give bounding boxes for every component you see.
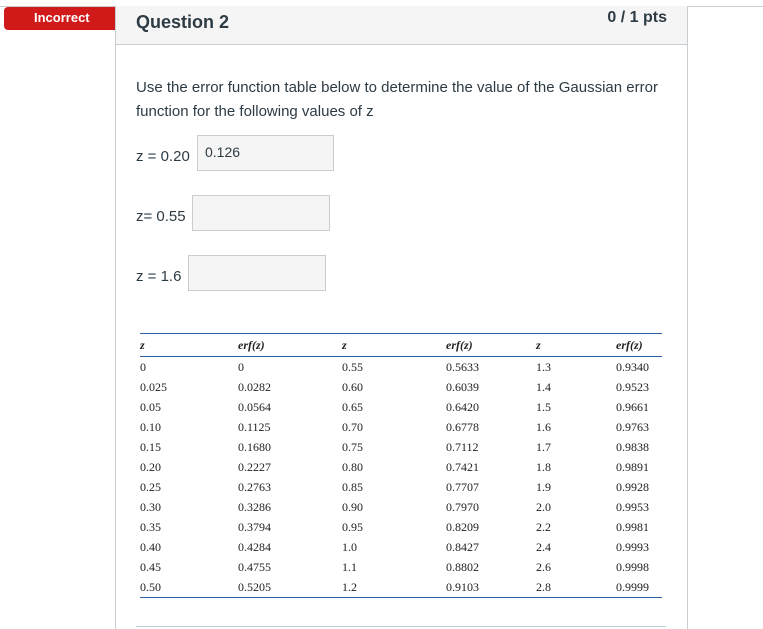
table-cell: 0.025 [140,379,167,394]
table-row [140,557,662,577]
status-badge: Incorrect [4,7,122,30]
table-cell: 0.30 [140,499,161,514]
table-cell: 2.0 [536,499,551,514]
table-cell: 1.4 [536,379,551,394]
table-cell: 1.5 [536,399,551,414]
z-label-1: z = 0.20 [136,148,190,165]
table-row [140,577,662,598]
header-erf-1: erf(z) [238,334,342,357]
question-text: Use the error function table below to determine the value of the Gaussian error function for the following values of z [136,79,658,120]
table-cell: 0.8427 [446,539,479,554]
table-cell: 1.7 [536,439,551,454]
table-cell: 0.1680 [238,439,271,454]
table-cell: 0.6420 [446,399,479,414]
table-cell: 0.7970 [446,499,479,514]
table-cell: 0.60 [342,379,363,394]
table-cell: 0.9928 [616,479,649,494]
table-cell: 0.9891 [616,459,649,474]
table-cell: 0.7112 [446,439,479,454]
table-cell: 0.9661 [616,399,649,414]
answer-input-1[interactable]: 0.126 [197,135,334,171]
table-cell: 0.2227 [238,459,271,474]
header-erf-2: erf(z) [446,334,536,357]
table-cell: 0.40 [140,539,161,554]
table-row [140,417,662,437]
table-cell: 1.1 [342,559,357,574]
table-cell: 0.4755 [238,559,271,574]
table-cell: 0.2763 [238,479,271,494]
header-erf-3: erf(z) [616,334,662,357]
table-cell: 0.9763 [616,419,649,434]
table-cell: 0.9340 [616,359,649,374]
z-label-2: z= 0.55 [136,208,186,225]
table-cell: 0.7707 [446,479,479,494]
answer-input-2[interactable] [192,195,330,231]
table-row [140,377,662,397]
table-cell: 0.9993 [616,539,649,554]
table-row [140,457,662,477]
table-cell: 1.9 [536,479,551,494]
erf-table [140,333,662,598]
table-cell: 0.9998 [616,559,649,574]
table-cell: 0.95 [342,519,363,534]
answer-input-3[interactable] [188,255,326,291]
table-cell: 0.75 [342,439,363,454]
table-cell: 1.6 [536,419,551,434]
table-row [140,357,662,378]
table-cell: 1.3 [536,359,551,374]
table-cell: 0.9953 [616,499,649,514]
table-cell: 0.85 [342,479,363,494]
table-cell: 2.4 [536,539,551,554]
table-row [140,397,662,417]
table-cell: 0.8209 [446,519,479,534]
table-row [140,537,662,557]
table-cell: 1.0 [342,539,357,554]
table-cell: 0.6039 [446,379,479,394]
table-cell: 2.6 [536,559,551,574]
table-cell: 0.8802 [446,559,479,574]
table-cell: 0.9103 [446,577,536,598]
z-label-3: z = 1.6 [136,268,182,285]
table-row [140,517,662,537]
table-cell: 0.90 [342,499,363,514]
table-row [140,477,662,497]
table-cell: 0.7421 [446,459,479,474]
question-card [115,6,688,629]
table-cell: 0.0564 [238,399,271,414]
table-cell: 1.2 [342,577,446,598]
table-row [140,497,662,517]
table-cell: 0.3286 [238,499,271,514]
table-cell: 0.3794 [238,519,271,534]
table-cell: 0.65 [342,399,363,414]
header-z-3: z [536,334,616,357]
table-cell: 0.20 [140,459,161,474]
question-header [116,6,687,45]
erf-table-header-row [140,334,662,357]
table-row [140,437,662,457]
table-cell: 0.6778 [446,419,479,434]
table-cell: 0.5633 [446,359,479,374]
table-cell: 0.9523 [616,379,649,394]
question-points: 0 / 1 pts [607,9,667,26]
table-cell: 0.80 [342,459,363,474]
table-cell: 0.70 [342,419,363,434]
table-cell: 0 [140,359,146,374]
table-cell: 0.55 [342,359,363,374]
table-cell: 2.2 [536,519,551,534]
table-cell: 0.0282 [238,379,271,394]
table-cell: 0.9981 [616,519,649,534]
table-cell: 0.50 [140,577,238,598]
question-title: Question 2 [136,12,230,32]
table-cell: 0.10 [140,419,161,434]
table-cell: 0.15 [140,439,161,454]
table-cell: 0 [238,359,244,374]
table-cell: 0.25 [140,479,161,494]
table-cell: 2.8 [536,577,616,598]
table-cell: 0.1125 [238,419,271,434]
table-cell: 0.9999 [616,577,662,598]
table-cell: 0.4284 [238,539,271,554]
table-cell: 1.8 [536,459,551,474]
table-cell: 0.9838 [616,439,649,454]
bottom-divider [136,626,666,627]
table-cell: 0.35 [140,519,161,534]
table-cell: 0.45 [140,559,161,574]
header-z-1: z [140,334,238,357]
header-z-2: z [342,334,446,357]
table-cell: 0.5205 [238,577,342,598]
table-cell: 0.05 [140,399,161,414]
